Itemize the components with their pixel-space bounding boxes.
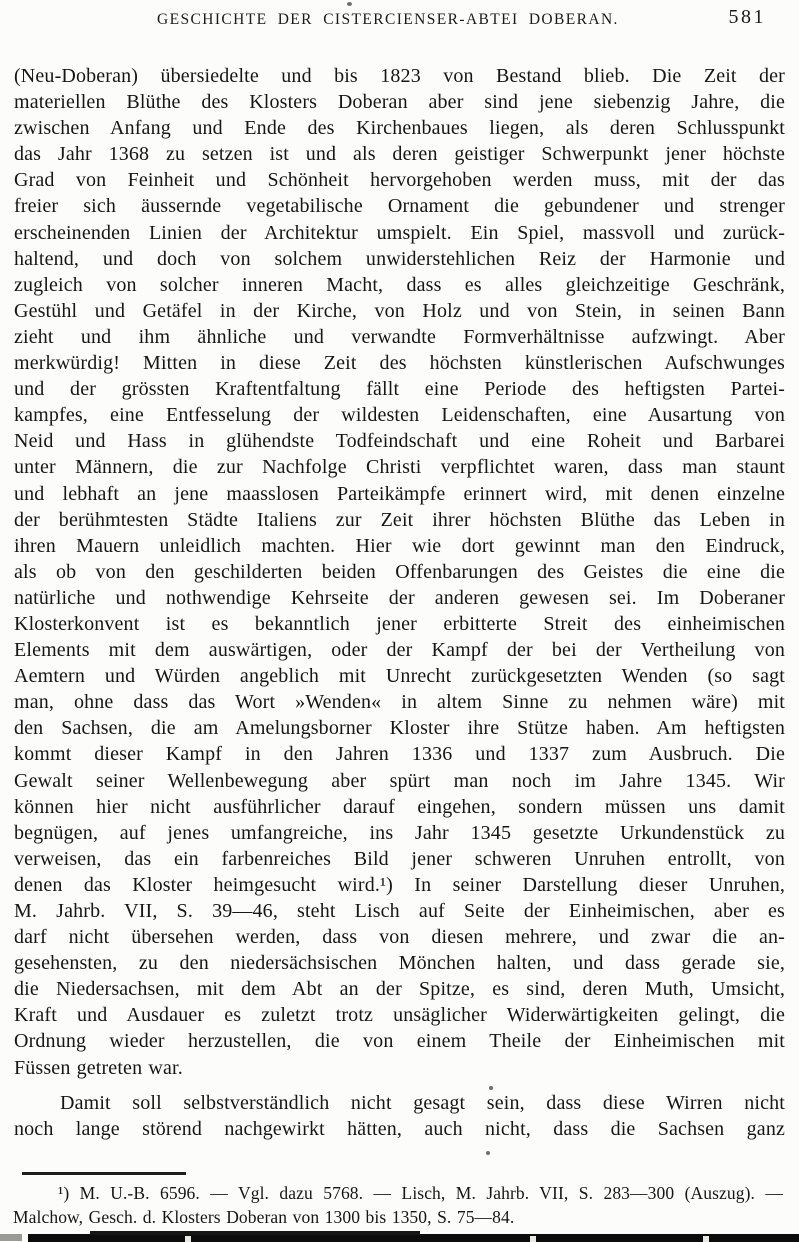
- text-line: und der grössten Kraftentfaltung fällt eine Periode des heftigsten Partei-: [14, 378, 785, 401]
- scan-artifact-notch: [530, 1236, 536, 1242]
- page-number: 581: [728, 6, 766, 28]
- text-line: der berühmtesten Städte Italiens zur Zeit ihrer höchsten Blüthe das Leben in: [14, 508, 785, 531]
- text-line: Damit soll selbstverständlich nicht gesagt sein, dass diese Wirren nicht: [60, 1092, 785, 1114]
- scan-artifact-band: [28, 1234, 799, 1242]
- text-line: Neid und Hass in glühendste Todfeindschaft und eine Roheit und Barbarei: [14, 430, 785, 453]
- text-line: (Neu-Doberan) übersiedelte und bis 1823 von Bestand blieb. Die Zeit der: [14, 65, 785, 87]
- text-line: Kraft und Ausdauer es zuletzt trotz unsäglicher Widerwärtigkeiten gelingt, die: [14, 1004, 785, 1027]
- text-line: die Niedersachsen, mit dem Abt an der Spitze, es sind, deren Muth, Umsicht,: [14, 978, 785, 1001]
- footnote: [13, 1182, 783, 1229]
- text-line: begnügen, auf jenes umfangreiche, ins Jahr 1345 gesetzte Urkundenstück zu: [14, 821, 785, 844]
- text-line: erscheinenden Linien der Architektur umspielt. Ein Spiel, massvoll und zurück-: [14, 221, 785, 244]
- text-line: den Sachsen, die am Amelungsborner Kloster ihre Stütze haben. Am heftigsten: [14, 717, 785, 740]
- scan-artifact-speck: [347, 2, 352, 6]
- text-line: als ob von den geschilderten beiden Offenbarungen des Geistes die eine die: [14, 560, 785, 583]
- scan-artifact-band-edge: [90, 1231, 420, 1235]
- text-line: man, ohne dass das Wort »Wenden« in altem Sinne zu nehmen wäre) mit: [14, 691, 785, 714]
- text-line: M. Jahrb. VII, S. 39—46, steht Lisch auf Seite der Einheimischen, aber es: [14, 900, 785, 922]
- scan-artifact-speck: [486, 1151, 490, 1155]
- second-paragraph: [14, 1090, 785, 1142]
- text-line: Gewalt seiner Wellenbewegung aber spürt man noch im Jahre 1345. Wir: [14, 769, 785, 792]
- text-line: zugleich von solcher inneren Macht, dass es alles gleichzeitige Geschränk,: [14, 273, 785, 296]
- text-line: zieht und ihm ähnliche und verwandte Formverhältnisse aufzwingt. Aber: [14, 325, 785, 348]
- text-line: freier sich äussernde vegetabilische Ornament die gebundener und strenger: [14, 195, 785, 218]
- text-line: Grad von Feinheit und Schönheit hervorgehoben werden muss, mit der das: [14, 169, 785, 192]
- text-line: das Jahr 1368 zu setzen ist und als deren geistiger Schwerpunkt jener höchste: [14, 143, 785, 166]
- text-line: denen das Kloster heimgesucht wird.¹) In seiner Darstellung dieser Unruhen,: [14, 873, 785, 896]
- text-line: Gestühl und Getäfel in der Kirche, von Holz und von Stein, in seinen Bann: [14, 299, 785, 322]
- text-line: darf nicht übersehen werden, dass von diesen mehrere, und zwar die an-: [14, 926, 785, 949]
- text-line: kampfes, eine Entfesselung der wildesten Leidenschaften, eine Ausartung von: [14, 404, 785, 427]
- text-line: unter Männern, die zur Nachfolge Christi verpflichtet waren, dass man staunt: [14, 456, 785, 479]
- scan-artifact-smudge: [0, 1234, 22, 1241]
- text-line: Klosterkonvent ist es bekanntlich jener erbitterte Streit des einheimischen: [14, 612, 785, 635]
- text-line: Aemtern und Würden angeblich mit Unrecht zurückgesetzten Wenden (so sagt: [14, 665, 785, 688]
- text-line: können hier nicht ausführlicher darauf eingehen, sondern müssen uns damit: [14, 795, 785, 818]
- text-line: ihren Mauern unleidlich machten. Hier wie dort gewinnt man den Eindruck,: [14, 534, 785, 557]
- text-line: noch lange störend nachgewirkt hätten, auch nicht, dass die Sachsen ganz: [14, 1118, 785, 1141]
- text-line: gesehensten, zu den niedersächsischen Mönchen halten, und dass gerade sie,: [14, 952, 785, 975]
- text-line: Füssen getreten war.: [14, 1056, 183, 1079]
- footnote-line: ¹) M. U.-B. 6596. — Vgl. dazu 5768. — Lisch, M. Jahrb. VII, S. 283—300 (Auszug). —: [58, 1183, 783, 1203]
- scan-artifact-notch: [703, 1236, 709, 1242]
- footnote-line: Malchow, Gesch. d. Klosters Doberan von 1300 bis 1350, S. 75—84.: [13, 1206, 515, 1227]
- text-line: haltend, und doch von solchem unwiderstehlichen Reiz der Harmonie und: [14, 247, 785, 270]
- running-title: GESCHICHTE DER CISTERCIENSER-ABTEI DOBERAN.: [157, 11, 619, 28]
- text-line: kommt dieser Kampf in den Jahren 1336 und 1337 zum Ausbruch. Die: [14, 743, 785, 766]
- main-paragraph: [14, 63, 785, 1081]
- text-line: natürliche und nothwendige Kehrseite der anderen gewesen sei. Im Doberaner: [14, 586, 785, 609]
- text-line: merkwürdig! Mitten in diese Zeit des höchsten künstlerischen Aufschwunges: [14, 352, 785, 375]
- page-header: [0, 0, 799, 40]
- footnote-separator-rule: [22, 1172, 186, 1175]
- text-line: materiellen Blüthe des Klosters Doberan aber sind jene siebenzig Jahre, die: [14, 91, 785, 114]
- scan-artifact-notch: [185, 1236, 191, 1242]
- scan-artifact-speck: [489, 1086, 493, 1090]
- text-line: Elements mit dem auswärtigen, oder der Kampf der bei der Vertheilung von: [14, 639, 785, 662]
- text-line: und lebhaft an jene maasslosen Parteikämpfe erinnert wird, mit denen einzelne: [14, 482, 785, 505]
- text-line: verweisen, das ein farbenreiches Bild jener schweren Unruhen entrollt, von: [14, 847, 785, 870]
- text-line: zwischen Anfang und Ende des Kirchenbaues liegen, als deren Schlusspunkt: [14, 117, 785, 140]
- text-line: Ordnung wieder herzustellen, die von einem Theile der Einheimischen mit: [14, 1030, 785, 1053]
